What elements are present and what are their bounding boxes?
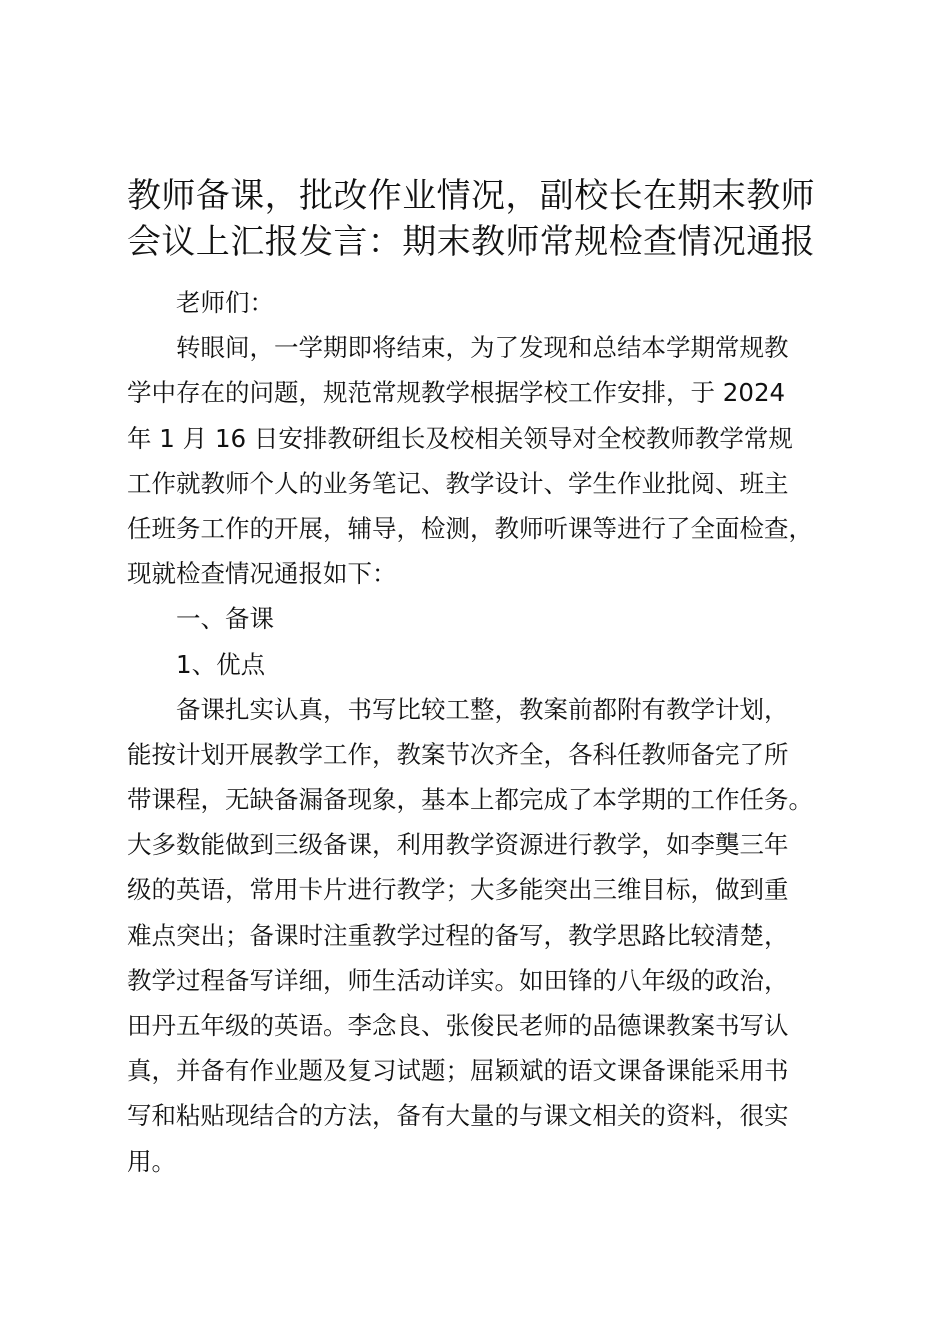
paragraph-line: 学中存在的问题，规范常规教学根据学校工作安排，于 2024 [127,378,786,408]
title-line: 教师备课，批改作业情况，副校长在期末教师 [127,176,815,216]
paragraph-line: 教学过程备写详细，师生活动详实。如田锋的八年级的政治， [127,965,789,995]
paragraph-line: 备课扎实认真，书写比较工整，教案前都附有教学计划， [176,694,789,724]
paragraph-line: 真，并备有作业题及复习试题；屈颖斌的语文课备课能采用书 [127,1056,789,1086]
subsection-heading: 1、优点 [176,649,266,679]
paragraph-line: 年 1 月 16 日安排教研组长及校相关领导对全校教师教学常规 [127,423,793,453]
paragraph-line: 级的英语，常用卡片进行教学；大多能突出三维目标，做到重 [127,875,789,905]
paragraph-line: 大多数能做到三级备课，利用教学资源进行教学，如李龑三年 [127,830,789,860]
paragraph-line: 工作就教师个人的业务笔记、教学设计、学生作业批阅、班主 [127,468,789,498]
document-title [127,173,837,265]
paragraph-line: 用。 [127,1146,176,1176]
document-body [127,280,847,1184]
paragraph-line: 难点突出；备课时注重教学过程的备写，教学思路比较清楚， [127,920,789,950]
paragraph-line: 带课程，无缺备漏备现象，基本上都完成了本学期的工作任务。 [127,785,813,815]
section-heading: 一、备课 [176,604,274,634]
paragraph-line: 田丹五年级的英语。李念良、张俊民老师的品德课教案书写认 [127,1011,789,1040]
title-line: 会议上汇报发言：期末教师常规检查情况通报 [127,222,815,262]
paragraph-line: 转眼间，一学期即将结束，为了发现和总结本学期常规教 [176,333,789,363]
salutation: 老师们： [176,288,274,317]
paragraph-line: 现就检查情况通报如下： [127,559,397,589]
paragraph-line: 写和粘贴现结合的方法，备有大量的与课文相关的资料，很实 [127,1101,789,1131]
paragraph-line: 任班务工作的开展，辅导，检测，教师听课等进行了全面检查， [127,513,813,543]
paragraph-line: 能按计划开展教学工作，教案节次齐全，各科任教师备完了所 [127,739,789,769]
